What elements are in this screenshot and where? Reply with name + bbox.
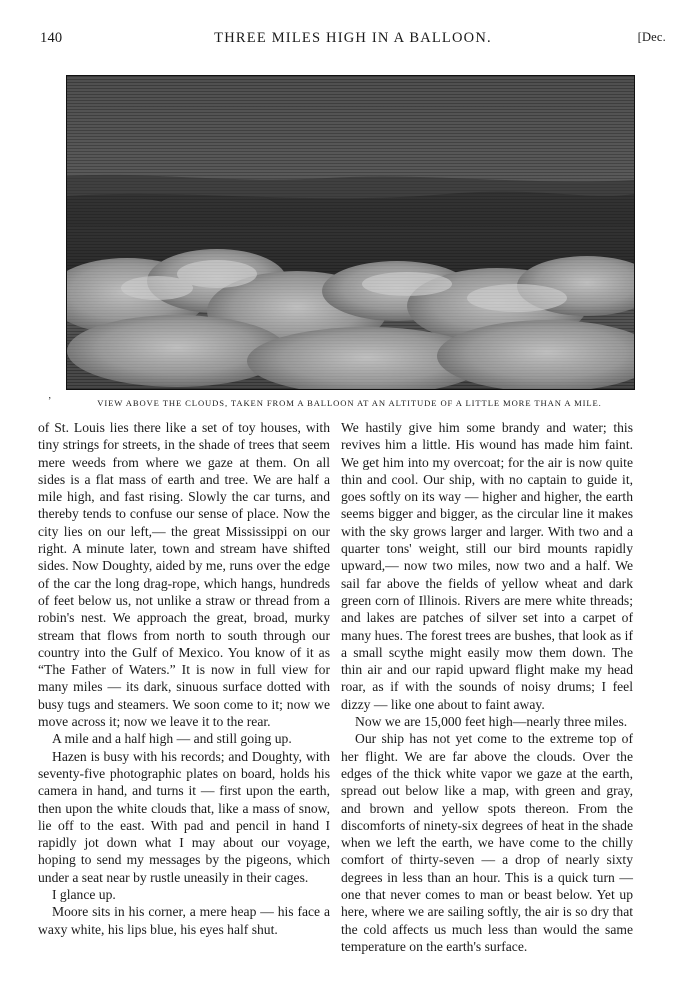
paragraph: Now we are 15,000 feet high—nearly three miles.	[355, 714, 628, 730]
paragraph: Moore sits in his corner, a mere heap — his face a waxy white, his lips blue, his eyes half shut.	[38, 904, 330, 937]
running-head	[40, 30, 666, 50]
clouds-engraving	[67, 76, 634, 389]
paragraph: Our ship has not yet come to the extreme top of her flight. We are far above the clouds. Over the edges of the thick white vapor we gaze at the earth, spread out below like a map, with green and gray, and brown and yellow spots thereon. From the discomforts of ninety-six degrees of heat in the shade when we left the earth, we have come to the chilly comfort of thirty-seven — a drop of nearly sixty degrees in less than an hour. This is a quick turn — one that never comes to man or beast below. Yet up here, where we are sailing softly, the air is so dry that the cold affects us much less than would the same temperature on the earth's surface.	[341, 731, 633, 954]
paragraph: I glance up.	[52, 887, 116, 903]
figure-caption: VIEW ABOVE THE CLOUDS, TAKEN FROM A BALLOON AT AN ALTITUDE OF A LITTLE MORE THAN A MILE.	[97, 398, 602, 408]
running-title: THREE MILES HIGH IN A BALLOON.	[214, 30, 492, 46]
engraving-illustration	[66, 75, 635, 390]
paragraph: We hastily give him some brandy and water; this revives him a little. His wound has made him faint. We get him into my overcoat; for the air is now quite thin and cool. Our ship, with no captain to guide it, goes softly on its way — higher and higher, the earth seems bigger and bigger, as the circular line it makes with the sky grows larger and larger. With two and a quarter tons' weight, still our bird mounts rapidly upward,— now two miles, now two and a half. We sail far above the fields of yellow wheat and dark green corn of Illinois. Rivers are mere white threads; and lakes are patches of silver set into a carpet of many hues. The forest trees are bushes, that look as if a small scythe might easily mow them down. The thin air and our rapid upward flight make my head roar, as if with the sounds of noisy drums; I feel dizzy — like one about to faint away.	[341, 420, 633, 712]
paragraph: of St. Louis lies there like a set of toy houses, with tiny strings for streets, in the shade of trees that seem mere weeds from where we gaze at them. On all sides is a flat mass of earth and tree. We are half a mile high, and fast rising. Slowly the car turns, and thereby tends to confuse our sense of place. Now the city lies on our left,— the great Mississippi on our right. A minute later, town and stream have shifted sides. Now Doughty, aided by me, runs over the edge of the car the long drag-rope, which hangs, hundreds of feet below us, not unlike a straw or thread from a robin's nest. We approach the great, broad, murky stream that flows from north to south through our country into the Gulf of Mexico. You know of it as “The Father of Waters.” It is now in full view for many miles — its dark, sinuous surface dotted with busy tugs and steamers. We soon come to it; now we move across it; now we leave it to the rear.	[38, 420, 330, 730]
margin-mark: ’	[48, 396, 52, 407]
page-number: 140	[40, 30, 63, 46]
paragraph: Hazen is busy with his records; and Doughty, with seventy-five photographic plates on board, holds his camera in hand, and turns it — first upon the earth, then upon the white clouds that, like a mass of snow, lie off to the east. With pad and pencil in hand I rapidly jot down what I may about our voyage, hoping to send my messages by the pigeons, which under a seat near by rustle uneasily in their cages.	[38, 748, 330, 885]
right-column	[341, 419, 633, 955]
running-month: [Dec.	[637, 30, 666, 44]
paragraph: A mile and a half high — and still going up.	[52, 731, 292, 747]
left-column	[38, 419, 330, 938]
